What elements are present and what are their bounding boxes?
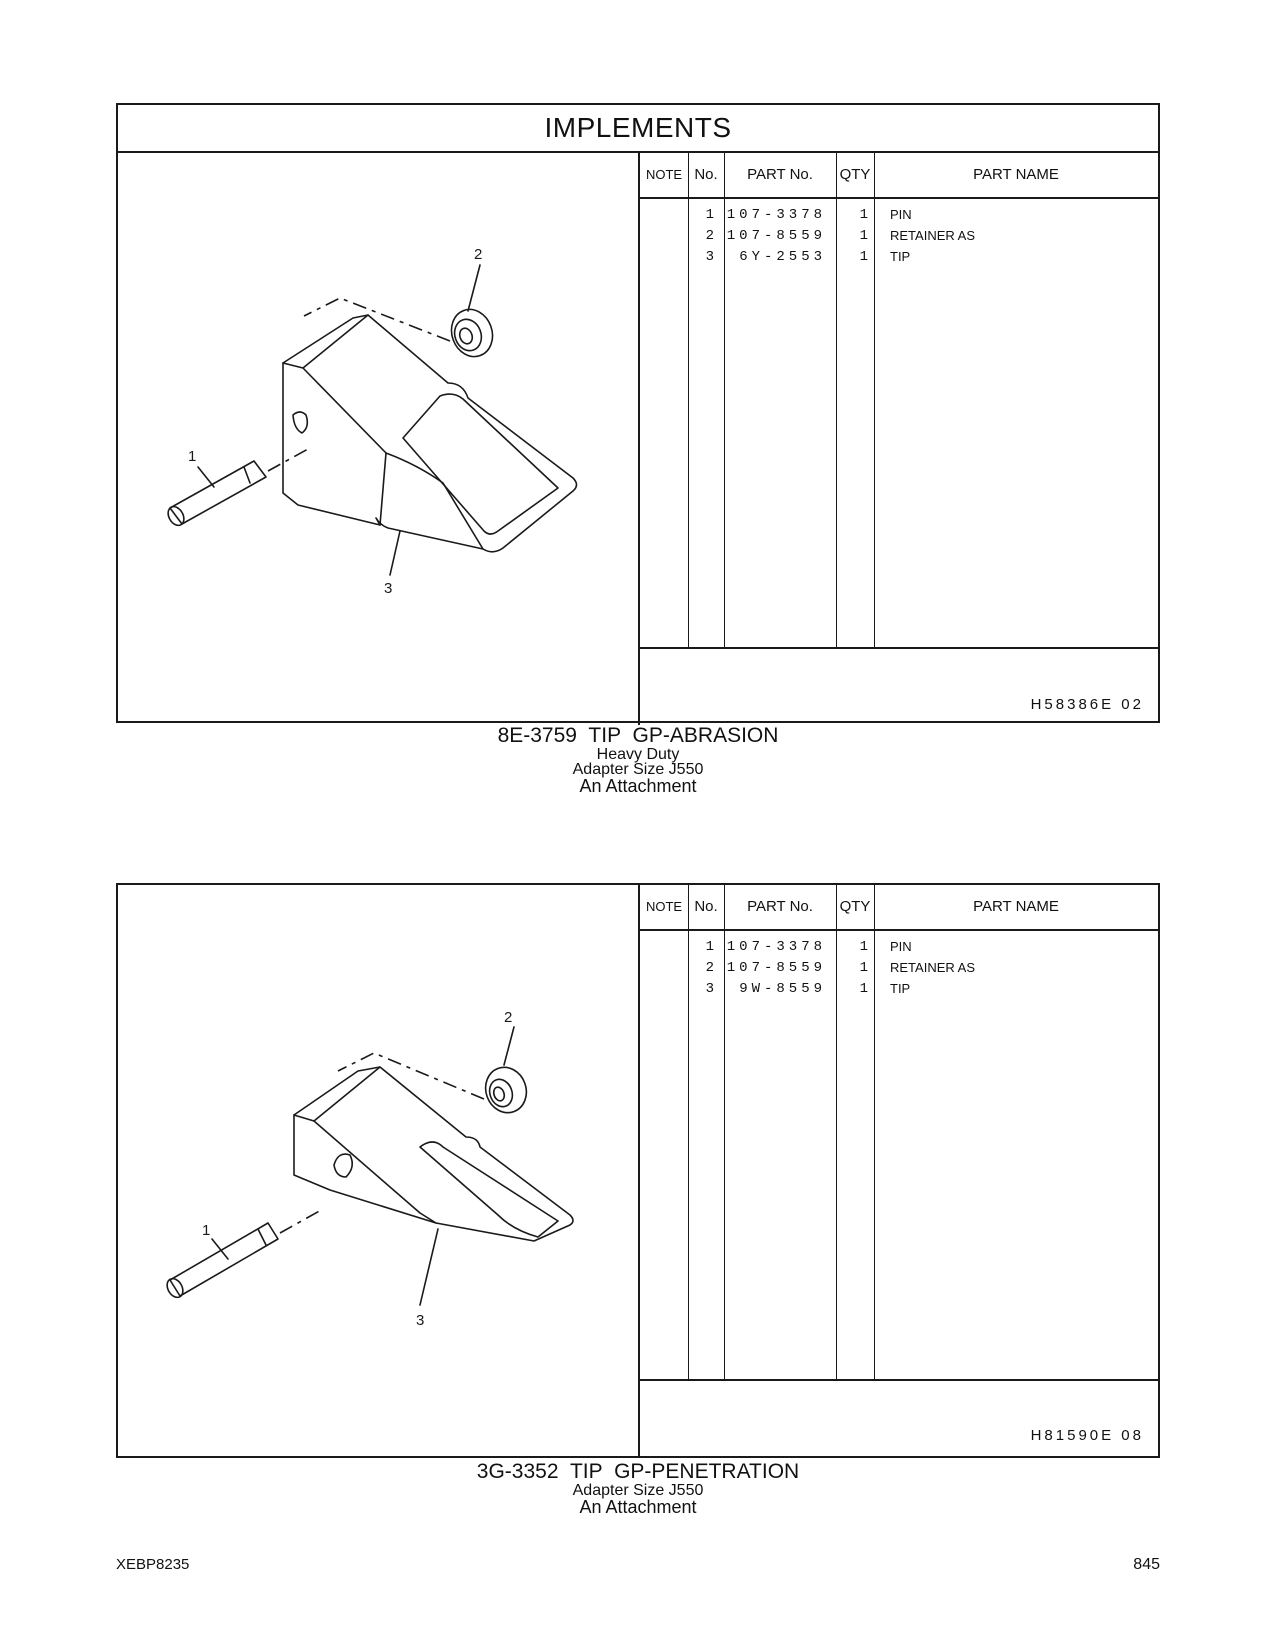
- row-qty: 1: [859, 228, 868, 244]
- callout-2: 2: [474, 246, 483, 263]
- row-part-no: 107-8559: [726, 228, 826, 244]
- callout-2: 2: [504, 1009, 513, 1026]
- caption-attachment: An Attachment: [579, 776, 697, 796]
- row-part-name: PIN: [890, 939, 912, 954]
- table-header: [640, 885, 1158, 931]
- parts-panel-2: [116, 883, 1160, 1458]
- retainer-part-drawing: [445, 304, 499, 363]
- col-qty: QTY: [839, 166, 871, 183]
- row-qty: 1: [859, 207, 868, 223]
- caption-title: 3G-3352 TIP GP-PENETRATION: [476, 1460, 800, 1483]
- col-part-name: PART NAME: [973, 898, 1059, 915]
- retainer-part-drawing: [479, 1062, 532, 1119]
- col-no: No.: [694, 898, 718, 915]
- row-part-no: 107-3378: [726, 939, 826, 955]
- col-note: NOTE: [645, 899, 683, 914]
- parts-table: [640, 885, 1158, 1456]
- col-part-no: PART No.: [747, 898, 813, 915]
- row-no: 1: [705, 939, 714, 955]
- row-no: 2: [705, 228, 714, 244]
- parts-panel-1: [116, 103, 1160, 723]
- page-number: 845: [1133, 1556, 1160, 1573]
- row-part-no: 107-3378: [726, 207, 826, 223]
- pin-part-drawing: [165, 461, 266, 528]
- callout-3: 3: [416, 1312, 425, 1329]
- caption-adapter-size: Adapter Size J550: [572, 761, 704, 778]
- callout-1: 1: [188, 448, 197, 465]
- row-part-no: 107-8559: [726, 960, 826, 976]
- table-row: [640, 981, 1158, 1003]
- row-part-no: 9W-8559: [739, 981, 826, 997]
- exploded-illustration-penetration-tip: [118, 885, 640, 1456]
- col-note: NOTE: [645, 167, 683, 182]
- row-qty: 1: [859, 249, 868, 265]
- tip-assembly-drawing: [118, 885, 638, 1455]
- caption-abrasion-tip: [116, 725, 1160, 795]
- row-part-name: RETAINER AS: [890, 228, 976, 243]
- row-no: 2: [705, 960, 714, 976]
- caption-title: 8E-3759 TIP GP-ABRASION: [497, 724, 779, 747]
- row-qty: 1: [859, 960, 868, 976]
- table-row: [640, 207, 1158, 229]
- callout-1: 1: [202, 1222, 211, 1239]
- col-part-name: PART NAME: [973, 166, 1059, 183]
- col-part-no: PART No.: [747, 166, 813, 183]
- row-qty: 1: [859, 939, 868, 955]
- tip-part-drawing: [283, 315, 577, 552]
- illustration-code: H58386E 02: [1030, 696, 1144, 713]
- col-qty: QTY: [839, 898, 871, 915]
- caption-duty: Heavy Duty: [596, 746, 680, 763]
- section-heading: IMPLEMENTS: [118, 105, 1158, 153]
- caption-adapter-size: Adapter Size J550: [572, 1482, 704, 1499]
- table-row: [640, 939, 1158, 961]
- row-no: 1: [705, 207, 714, 223]
- row-qty: 1: [859, 981, 868, 997]
- col-no: No.: [694, 166, 718, 183]
- table-row: [640, 228, 1158, 250]
- tip-assembly-drawing: [118, 153, 638, 723]
- table-header: [640, 153, 1158, 199]
- exploded-illustration-abrasion-tip: [118, 153, 640, 725]
- row-part-name: PIN: [890, 207, 912, 222]
- table-footer: [640, 647, 1158, 725]
- table-row: [640, 960, 1158, 982]
- table-row: [640, 249, 1158, 271]
- row-no: 3: [705, 249, 714, 265]
- callout-3: 3: [384, 580, 393, 597]
- row-no: 3: [705, 981, 714, 997]
- illustration-code: H81590E 08: [1030, 1427, 1144, 1444]
- row-part-name: TIP: [890, 981, 911, 996]
- parts-table: [640, 153, 1158, 725]
- caption-attachment: An Attachment: [579, 1497, 697, 1517]
- caption-penetration-tip: [116, 1461, 1160, 1516]
- document-id: XEBP8235: [116, 1556, 190, 1573]
- pin-part-drawing: [164, 1223, 278, 1300]
- row-part-name: TIP: [890, 249, 911, 264]
- tip-part-drawing: [294, 1067, 573, 1241]
- row-part-name: RETAINER AS: [890, 960, 976, 975]
- row-part-no: 6Y-2553: [739, 249, 826, 265]
- table-footer: [640, 1379, 1158, 1456]
